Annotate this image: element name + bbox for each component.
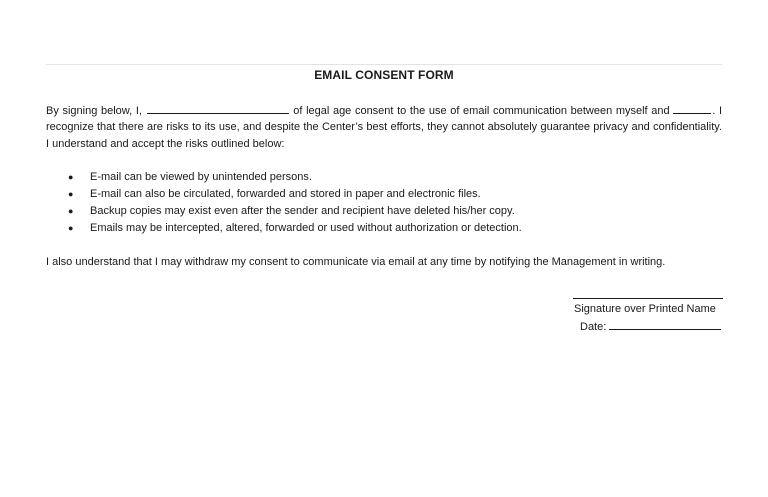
name-blank-field[interactable]: [147, 103, 289, 114]
risk-text: E-mail can also be circulated, forwarded and stored in paper and electronic files.: [90, 188, 481, 200]
list-item: [68, 220, 522, 237]
risk-text: E-mail can be viewed by unintended persons.: [90, 171, 312, 183]
bullet-icon: ●: [68, 172, 74, 182]
bullet-icon: ●: [68, 206, 74, 216]
bullet-icon: ●: [68, 223, 74, 233]
intro-text-part2: of legal age consent to the use of email communication between myself and: [293, 105, 670, 117]
consent-intro-paragraph: [46, 103, 722, 152]
list-item: [68, 203, 522, 220]
header-divider: [46, 64, 722, 65]
signature-label: Signature over Printed Name: [574, 303, 716, 315]
date-row: [580, 319, 721, 333]
risk-list: [68, 169, 522, 237]
signature-line-field[interactable]: [573, 298, 723, 299]
date-blank-field[interactable]: [609, 319, 721, 330]
list-item: [68, 169, 522, 186]
intro-text-part3: . I recognize that there are risks to its use, and despite the Center’s best efforts, they cannot absolutely guarantee privacy and confidentiality. I understand and accept the risks outlined below:: [46, 105, 723, 150]
list-item: [68, 186, 522, 203]
date-label: Date:: [580, 321, 607, 333]
bullet-icon: ●: [68, 189, 74, 199]
center-name-blank-field[interactable]: [673, 103, 711, 114]
risk-text: Backup copies may exist even after the sender and recipient have deleted his/her copy.: [90, 205, 515, 217]
withdraw-statement: I also understand that I may withdraw my consent to communicate via email at any time by notifying the Management in writing.: [46, 256, 666, 268]
risk-text: Emails may be intercepted, altered, forwarded or used without authorization or detection.: [90, 222, 522, 234]
intro-text-part1: By signing below, I,: [46, 105, 142, 117]
form-title: EMAIL CONSENT FORM: [314, 68, 454, 82]
